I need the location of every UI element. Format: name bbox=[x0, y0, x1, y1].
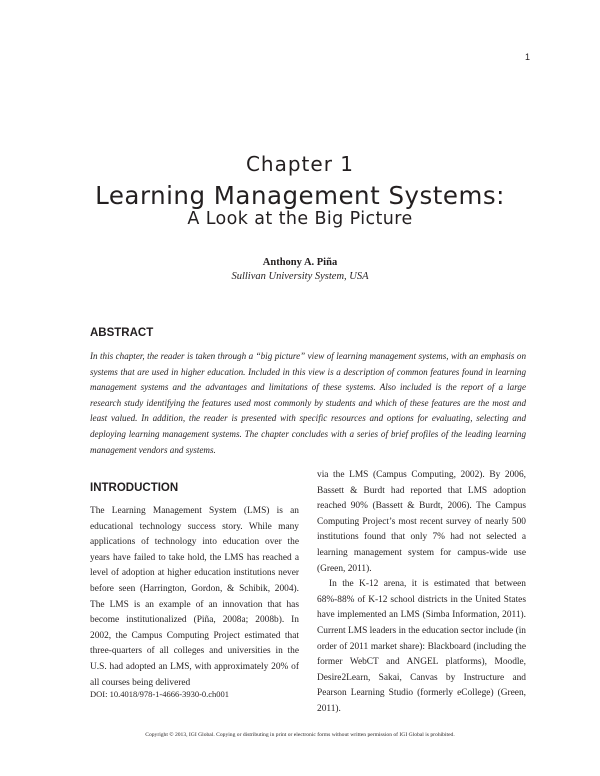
introduction-left-column: The Learning Management System (LMS) is an educational technology success story. While many applications of technology into education over the years have failed to take hold, the LMS has reached a level of adoption at higher education institutions never before seen (Harrington, Gordon, & Schibik, 2004). The LMS is an example of an innovation that has become institutionalized (Piña, 2008a; 2008b). In 2002, the Campus Computing Project estimated that three-quarters of all colleges and universities in the U.S. had adopted an LMS, with approximately 20% of all courses being delivered bbox=[90, 506, 299, 688]
introduction-paragraph-k12: In the K-12 arena, it is estimated that between 68%-88% of K-12 school districts in the United States have implemented an LMS (Simba Information, 2011). Current LMS leaders in the education sector include (in order of 2011 market share): Blackboard (including the former WebCT and ANGEL platforms), Moodle, Desire2Learn, Sakai, Canvas by Instructure and Pearson Learning Studio (formerly eCollege) (Green, 2011). bbox=[317, 579, 526, 714]
author-affiliation: Sullivan University System, USA bbox=[231, 271, 369, 282]
chapter-title: Learning Management Systems: bbox=[95, 181, 505, 210]
copyright-notice: Copyright © 2013, IGI Global. Copying or distributing in print or electronic forms without written permission of IGI Global is prohibited. bbox=[145, 732, 455, 738]
introduction-right-column bbox=[317, 468, 526, 718]
abstract-heading: ABSTRACT bbox=[90, 327, 154, 339]
page-number: 1 bbox=[524, 52, 530, 62]
doi-line: DOI: 10.4018/978-1-4666-3930-0.ch001 bbox=[90, 689, 230, 699]
author-name: Anthony A. Piña bbox=[262, 257, 338, 268]
introduction-paragraph-continued: via the LMS (Campus Computing, 2002). By 2006, Bassett & Burdt had reported that LMS adoption reached 90% (Bassett & Burdt, 2006). The Campus Computing Project’s most recent survey of nearly 500 institutions found that only 7% had not selected a learning management system for campus-wide use (Green, 2011). bbox=[317, 470, 526, 574]
chapter-label: Chapter 1 bbox=[245, 152, 355, 176]
introduction-heading: INTRODUCTION bbox=[90, 482, 179, 494]
abstract-text: In this chapter, the reader is taken through a “big picture” view of learning management systems, with an emphasis on systems that are used in higher education. Included in this view is a description of common features found in learning management systems and the advantages and limitations of these systems. Also included is the report of a large research study identifying the features used most commonly by students and which of these features are the most and least valued. In addition, the reader is presented with specific resources and options for evaluating, selecting and deploying learning management systems. The chapter concludes with a series of brief profiles of the leading learning management vendors and systems. bbox=[90, 351, 526, 455]
chapter-subtitle: A Look at the Big Picture bbox=[187, 209, 413, 229]
